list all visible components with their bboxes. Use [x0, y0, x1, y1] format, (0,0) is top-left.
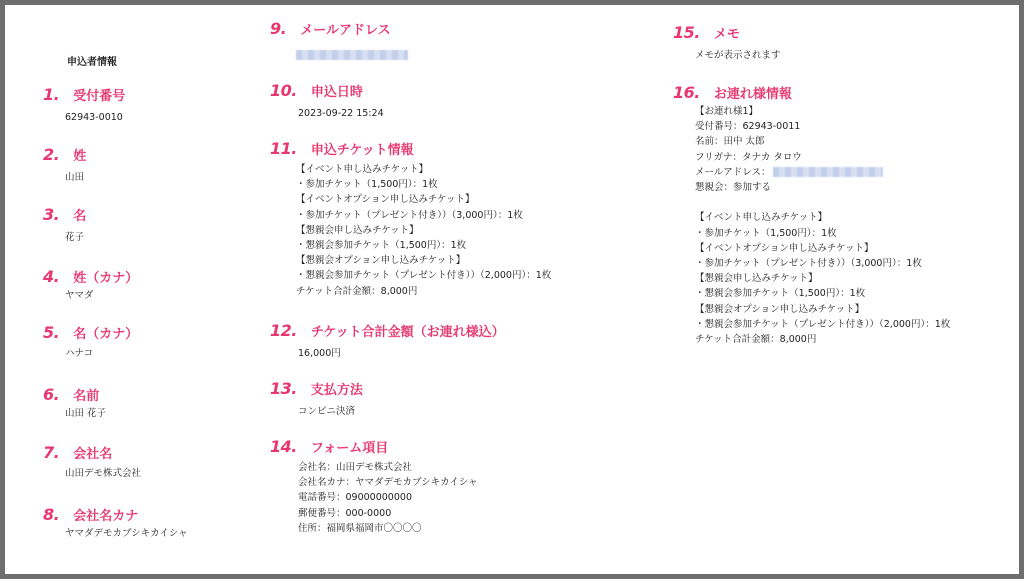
section-number: 3.: [43, 205, 60, 224]
field-value: メモが表示されます: [695, 50, 781, 61]
section-label: 名: [73, 209, 87, 224]
section-last-name: [43, 145, 263, 185]
companion-line: チケット合計金額：8,000円: [695, 334, 817, 346]
section-label: 受付番号: [73, 89, 126, 104]
section-number: 4.: [43, 267, 60, 286]
section-label: 支払方法: [310, 383, 363, 398]
section-number: 16.: [673, 83, 700, 102]
ticket-line: ・懇親会参加チケット（プレゼント付き））（2,000円）：1枚: [296, 270, 552, 282]
field-value: 山田: [65, 172, 85, 183]
section-label: 姓（カナ）: [73, 271, 139, 286]
section-number: 7.: [43, 443, 60, 462]
section-label: 会社名: [73, 447, 113, 462]
section-companions: [673, 83, 1013, 347]
companion-line: フリガナ：タナカ タロウ: [695, 151, 802, 163]
ticket-lines: [270, 162, 650, 299]
companion-line: 【イベント申し込みチケット】: [695, 212, 828, 224]
section-number: 1.: [43, 85, 60, 104]
ticket-line: 【懇親会オプション申し込みチケット】: [296, 255, 466, 267]
section-label: 姓: [73, 149, 87, 164]
section-ticket-info: [270, 139, 650, 299]
form-item-line: 電話番号：09000000000: [298, 492, 412, 504]
section-email: [270, 19, 650, 60]
companion-line: 【イベントオプション申し込みチケット】: [695, 242, 874, 254]
form-item-line: 郵便番号：000-0000: [298, 507, 392, 519]
section-number: 11.: [270, 139, 297, 158]
ticket-line: ・懇親会参加チケット（1,500円）：1枚: [296, 240, 467, 252]
field-value: ヤマダ: [65, 290, 94, 301]
redacted-email-blur: [296, 50, 408, 60]
companion-line: 名前：田中 太郎: [695, 136, 765, 148]
form-item-line: 住所：福岡県福岡市〇〇〇〇: [298, 522, 422, 534]
section-label: メールアドレス: [300, 23, 391, 38]
field-value: 16,000円: [298, 348, 341, 359]
companion-line: 懇親会：参加する: [695, 182, 772, 194]
section-company-name: [43, 443, 263, 481]
form-item-lines: [270, 460, 650, 536]
companion-line: ・参加チケット（プレゼント付き））（3,000円）：1枚: [695, 258, 922, 270]
companion-line: [695, 195, 1013, 210]
section-memo: [673, 23, 1013, 63]
field-value: コンビニ決済: [298, 406, 356, 417]
section-label: 申込日時: [310, 85, 363, 100]
section-label: 名（カナ）: [73, 327, 139, 342]
field-value: 花子: [65, 232, 85, 243]
companion-lines: [673, 104, 1013, 347]
section-full-name: [43, 385, 263, 421]
section-label: フォーム項目: [310, 441, 389, 456]
companion-email-label: メールアドレス：: [695, 166, 771, 178]
section-number: 15.: [673, 23, 700, 42]
field-value: ハナコ: [65, 348, 94, 359]
section-first-name-kana: [43, 323, 263, 361]
section-number: 6.: [43, 385, 60, 404]
section-label: 名前: [73, 389, 100, 404]
field-value: 2023-09-22 15:24: [298, 108, 384, 119]
section-number: 13.: [270, 379, 297, 398]
section-company-name-kana: [43, 505, 263, 541]
companion-line: ・懇親会参加チケット（1,500円）：1枚: [695, 288, 866, 300]
ticket-line: ・参加チケット（1,500円）：1枚: [296, 179, 438, 191]
section-number: 5.: [43, 323, 60, 342]
ticket-line: 【懇親会申し込みチケット】: [296, 224, 419, 236]
companion-line: ・懇親会参加チケット（プレゼント付き））（2,000円）：1枚: [695, 318, 951, 330]
section-number: 2.: [43, 145, 60, 164]
companion-email-line: [695, 165, 1013, 180]
applicant-info-heading: 申込者情報: [67, 57, 117, 68]
field-value: 山田デモ株式会社: [65, 468, 142, 479]
companion-line: 【懇親会オプション申し込みチケット】: [695, 303, 865, 315]
ticket-line: 【イベントオプション申し込みチケット】: [296, 194, 475, 206]
section-label: 会社名カナ: [73, 509, 139, 524]
companion-line: 【お連れ様1】: [695, 106, 759, 117]
section-first-name: [43, 205, 263, 245]
companion-line: 受付番号：62943-0011: [695, 121, 801, 133]
section-number: 12.: [270, 321, 297, 340]
section-last-name-kana: [43, 267, 263, 303]
field-value: 山田 花子: [65, 408, 107, 419]
form-item-line: 会社名：山田デモ株式会社: [298, 462, 413, 473]
companion-line: ・参加チケット（1,500円）：1枚: [695, 227, 837, 239]
section-payment-method: [270, 379, 650, 419]
field-value: 62943-0010: [65, 112, 123, 123]
section-label: お連れ様情報: [713, 87, 792, 102]
section-number: 14.: [270, 437, 297, 456]
section-label: チケット合計金額（お連れ様込）: [310, 325, 505, 340]
section-applied-at: [270, 81, 650, 121]
ticket-line: 【イベント申し込みチケット】: [296, 164, 429, 175]
section-number: 8.: [43, 505, 60, 524]
ticket-line: チケット合計金額：8,000円: [296, 285, 418, 297]
companion-line: 【懇親会申し込みチケット】: [695, 273, 818, 285]
section-form-items: [270, 437, 650, 536]
section-label: 申込チケット情報: [310, 143, 414, 158]
field-value: ヤマダデモカブシキカイシャ: [65, 528, 188, 539]
form-item-line: 会社名カナ：ヤマダデモカブシキカイシャ: [298, 477, 478, 489]
section-label: メモ: [713, 27, 740, 42]
section-total-with-companions: [270, 321, 650, 361]
section-number: 10.: [270, 81, 297, 100]
ticket-line: ・参加チケット（プレゼント付き））（3,000円）：1枚: [296, 209, 523, 221]
section-receipt-number: [43, 85, 263, 125]
redacted-email-blur: [773, 167, 883, 177]
section-number: 9.: [270, 19, 287, 38]
